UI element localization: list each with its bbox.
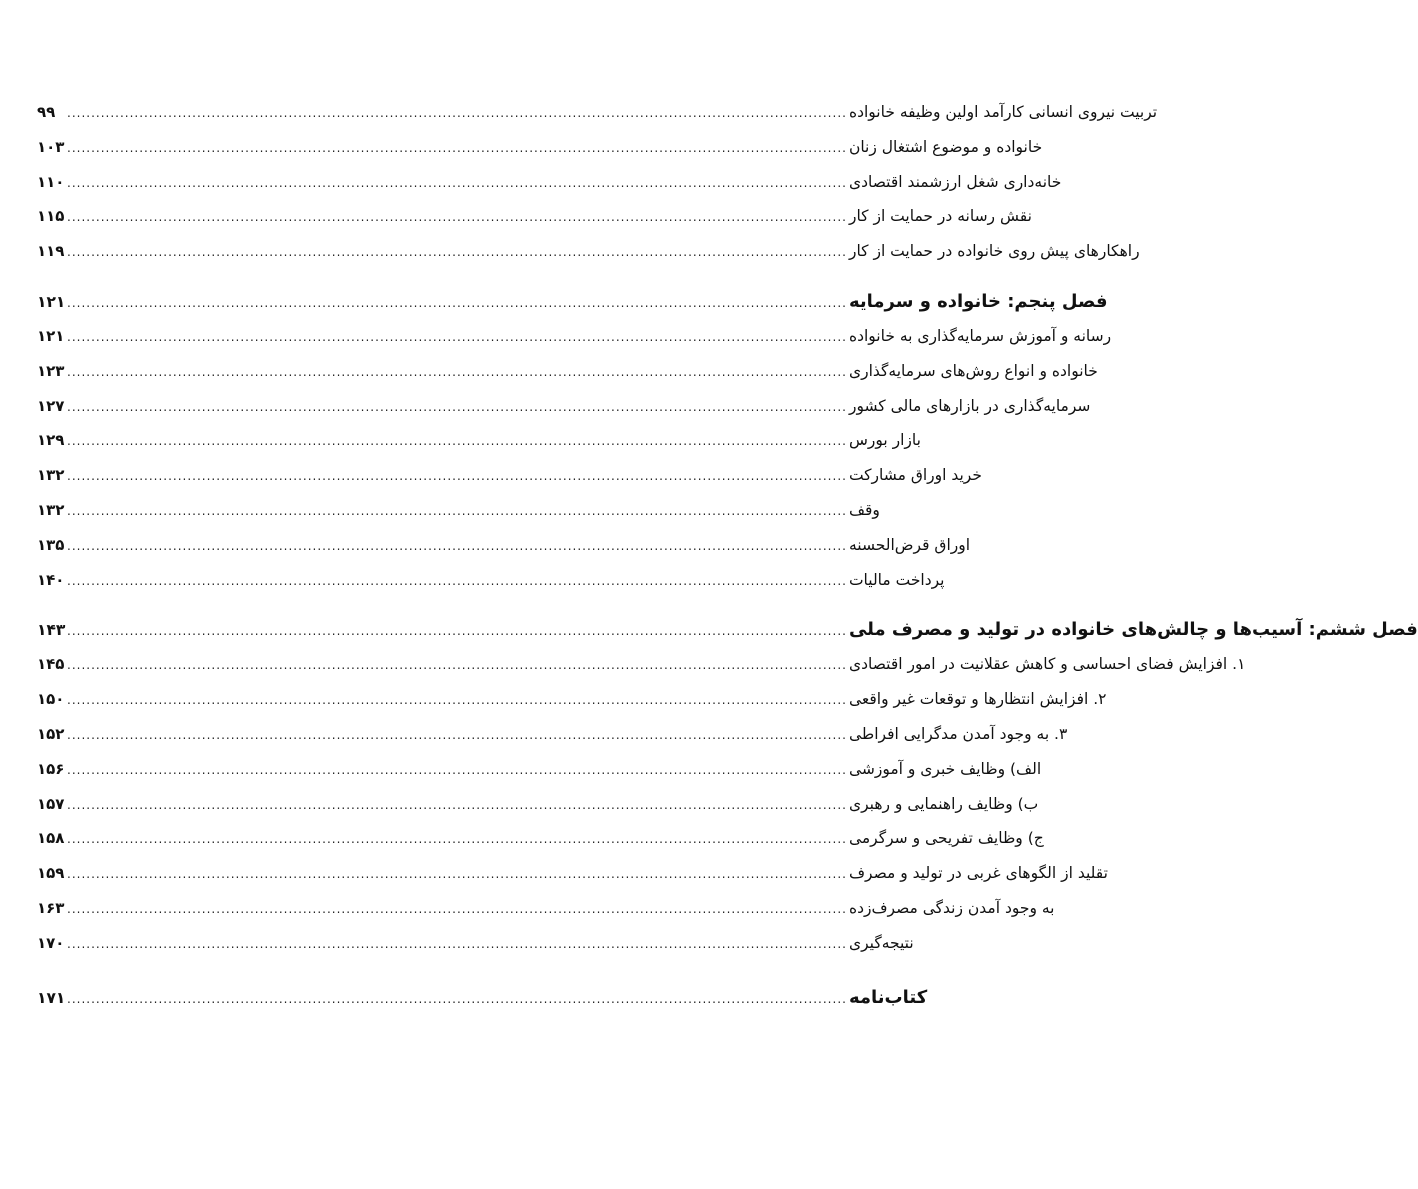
leader-dots: .................................................................................................................................................................. bbox=[67, 573, 847, 588]
toc-entry-title: رسانه و آموزش سرمایه‌گذاری به خانواده bbox=[848, 326, 1112, 345]
toc-entry[interactable] bbox=[37, 172, 1062, 208]
toc-entry[interactable] bbox=[37, 535, 971, 571]
bibliography-heading[interactable] bbox=[37, 986, 928, 1023]
leader-dots: .................................................................................................................................................................. bbox=[67, 503, 847, 518]
toc-page-number: ۱۲۱ bbox=[37, 326, 65, 345]
toc-entry-title: الف) وظایف خبری و آموزشی bbox=[848, 759, 1042, 778]
toc-page-number: ۱۵۶ bbox=[37, 759, 65, 778]
leader-dots: .................................................................................................................................................................. bbox=[67, 364, 847, 379]
chapter-heading[interactable] bbox=[37, 290, 1108, 327]
toc-entry-title: بازار بورس bbox=[848, 431, 921, 450]
toc-page-number: ۱۵۹ bbox=[37, 864, 65, 883]
toc-page-number: ۱۵۸ bbox=[37, 829, 65, 848]
toc-entry[interactable] bbox=[37, 794, 1039, 830]
toc-page-number: ۱۲۳ bbox=[37, 361, 65, 380]
leader-dots: .................................................................................................................................................................. bbox=[67, 140, 847, 155]
toc-entry[interactable] bbox=[37, 759, 1042, 795]
toc-page-number: ۱۳۲ bbox=[37, 466, 65, 485]
section-gap bbox=[37, 605, 663, 619]
leader-dots: .................................................................................................................................................................. bbox=[67, 832, 847, 847]
toc-entry[interactable] bbox=[37, 431, 921, 466]
toc-page-number: ۹۹ bbox=[37, 103, 56, 121]
leader-dots: .................................................................................................................................................................. bbox=[67, 727, 847, 742]
toc-entry[interactable] bbox=[37, 103, 1158, 138]
toc-entry-title: نتیجه‌گیری bbox=[848, 933, 914, 952]
leader-dots: .................................................................................................................................................................. bbox=[67, 693, 847, 708]
toc-page-number: ۱۰۳ bbox=[37, 137, 65, 156]
toc-entry-title: راهکارهای پیش روی خانواده در حمایت از کار bbox=[848, 242, 1140, 261]
toc-entry[interactable] bbox=[37, 864, 1108, 899]
chapter-title: فصل پنجم: خانواده و سرمایه bbox=[848, 290, 1108, 312]
toc-entry-title: خانواده و موضوع اشتغال زنان bbox=[848, 137, 1043, 156]
leader-dots: .................................................................................................................................................................. bbox=[67, 658, 847, 673]
toc-page-number: ۱۵۰ bbox=[37, 690, 65, 709]
toc-entry[interactable] bbox=[37, 724, 1068, 760]
leader-dots: .................................................................................................................................................................. bbox=[67, 797, 847, 812]
leader-dots: .................................................................................................................................................................. bbox=[67, 936, 847, 951]
toc-page-number: ۱۲۱ bbox=[37, 292, 66, 311]
section-gap bbox=[37, 969, 663, 987]
toc-entry[interactable] bbox=[37, 242, 1140, 277]
toc-page-number: ۱۴۳ bbox=[37, 621, 66, 640]
toc-entry-title: ۲. افزایش انتظارها و توقعات غیر واقعی bbox=[848, 690, 1107, 709]
toc-entry[interactable] bbox=[37, 326, 1112, 362]
leader-dots: .................................................................................................................................................................. bbox=[67, 245, 847, 260]
leader-dots: .................................................................................................................................................................. bbox=[67, 175, 847, 190]
toc-entry-title: وقف bbox=[848, 500, 880, 519]
toc-entry[interactable] bbox=[37, 207, 1032, 242]
leader-dots: .................................................................................................................................................................. bbox=[67, 469, 847, 484]
leader-dots: .................................................................................................................................................................. bbox=[67, 991, 847, 1006]
toc-page-number: ۱۳۲ bbox=[37, 500, 65, 519]
toc-entry-title: به وجود آمدن زندگی مصرف‌زده bbox=[848, 898, 1055, 917]
section-gap bbox=[37, 277, 663, 291]
toc-page-number: ۱۱۹ bbox=[37, 242, 65, 261]
chapter-title: کتاب‌نامه bbox=[848, 986, 928, 1008]
toc-page-number: ۱۱۵ bbox=[37, 207, 65, 226]
toc-entry[interactable] bbox=[37, 361, 1098, 397]
leader-dots: .................................................................................................................................................................. bbox=[67, 867, 847, 882]
toc-entry-title: پرداخت مالیات bbox=[848, 570, 945, 589]
toc-entry-title: ۳. به وجود آمدن مدگرایی افراطی bbox=[848, 724, 1068, 743]
leader-dots: .................................................................................................................................................................. bbox=[67, 624, 847, 639]
leader-dots: .................................................................................................................................................................. bbox=[67, 329, 847, 344]
toc-entry-title: اوراق قرض‌الحسنه bbox=[848, 535, 971, 554]
toc-page-number: ۱۴۰ bbox=[37, 570, 65, 589]
leader-dots: .................................................................................................................................................................. bbox=[67, 399, 847, 414]
toc-page-number: ۱۷۱ bbox=[37, 988, 66, 1007]
toc-entry[interactable] bbox=[37, 500, 880, 536]
toc-page-number: ۱۵۲ bbox=[37, 724, 65, 743]
leader-dots: .................................................................................................................................................................. bbox=[67, 295, 847, 310]
toc-page-number: ۱۴۵ bbox=[37, 655, 65, 674]
toc-page-number: ۱۲۷ bbox=[37, 396, 65, 415]
toc-entry-title: ج) وظایف تفریحی و سرگرمی bbox=[848, 829, 1044, 848]
toc-entry[interactable] bbox=[37, 137, 1043, 173]
leader-dots: .................................................................................................................................................................. bbox=[67, 210, 847, 225]
leader-dots: .................................................................................................................................................................. bbox=[67, 538, 847, 553]
toc-page-number: ۱۳۵ bbox=[37, 535, 65, 554]
toc-entry-title: سرمایه‌گذاری در بازارهای مالی کشور bbox=[848, 396, 1091, 415]
toc-page-number: ۱۲۹ bbox=[37, 431, 65, 450]
toc-entry[interactable] bbox=[37, 655, 1246, 690]
toc-entry[interactable] bbox=[37, 933, 914, 969]
toc-entry-title: تقلید از الگوهای غربی در تولید و مصرف bbox=[848, 864, 1108, 883]
chapter-heading[interactable] bbox=[37, 619, 1418, 655]
chapter-title: فصل ششم: آسیب‌ها و چالش‌های خانواده در تولید و مصرف ملی bbox=[848, 619, 1418, 641]
leader-dots: .................................................................................................................................................................. bbox=[67, 106, 847, 120]
toc-entry[interactable] bbox=[37, 570, 945, 606]
toc-entry[interactable] bbox=[37, 829, 1044, 864]
toc-entry-title: خانواده و انواع روش‌های سرمایه‌گذاری bbox=[848, 361, 1098, 380]
table-of-contents bbox=[37, 103, 1418, 1023]
toc-entry-title: ۱. افزایش فضای احساسی و کاهش عقلانیت در امور اقتصادی bbox=[848, 655, 1246, 674]
toc-entry[interactable] bbox=[37, 898, 1055, 934]
toc-entry[interactable] bbox=[37, 466, 982, 501]
toc-entry-title: تربیت نیروی انسانی کارآمد اولین وظیفه خانواده bbox=[848, 103, 1158, 121]
leader-dots: .................................................................................................................................................................. bbox=[67, 901, 847, 916]
toc-page-number: ۱۶۳ bbox=[37, 898, 65, 917]
toc-entry-title: خرید اوراق مشارکت bbox=[848, 466, 982, 485]
toc-entry-title: نقش رسانه در حمایت از کار bbox=[848, 207, 1032, 226]
toc-entry[interactable] bbox=[37, 396, 1091, 432]
toc-page-number: ۱۱۰ bbox=[37, 172, 65, 191]
toc-entry-title: خانه‌داری شغل ارزشمند اقتصادی bbox=[848, 172, 1062, 191]
toc-page-number: ۱۵۷ bbox=[37, 794, 65, 813]
leader-dots: .................................................................................................................................................................. bbox=[67, 762, 847, 777]
toc-entry[interactable] bbox=[37, 690, 1107, 725]
leader-dots: .................................................................................................................................................................. bbox=[67, 434, 847, 449]
toc-page-number: ۱۷۰ bbox=[37, 933, 65, 952]
toc-entry-title: ب) وظایف راهنمایی و رهبری bbox=[848, 794, 1039, 813]
